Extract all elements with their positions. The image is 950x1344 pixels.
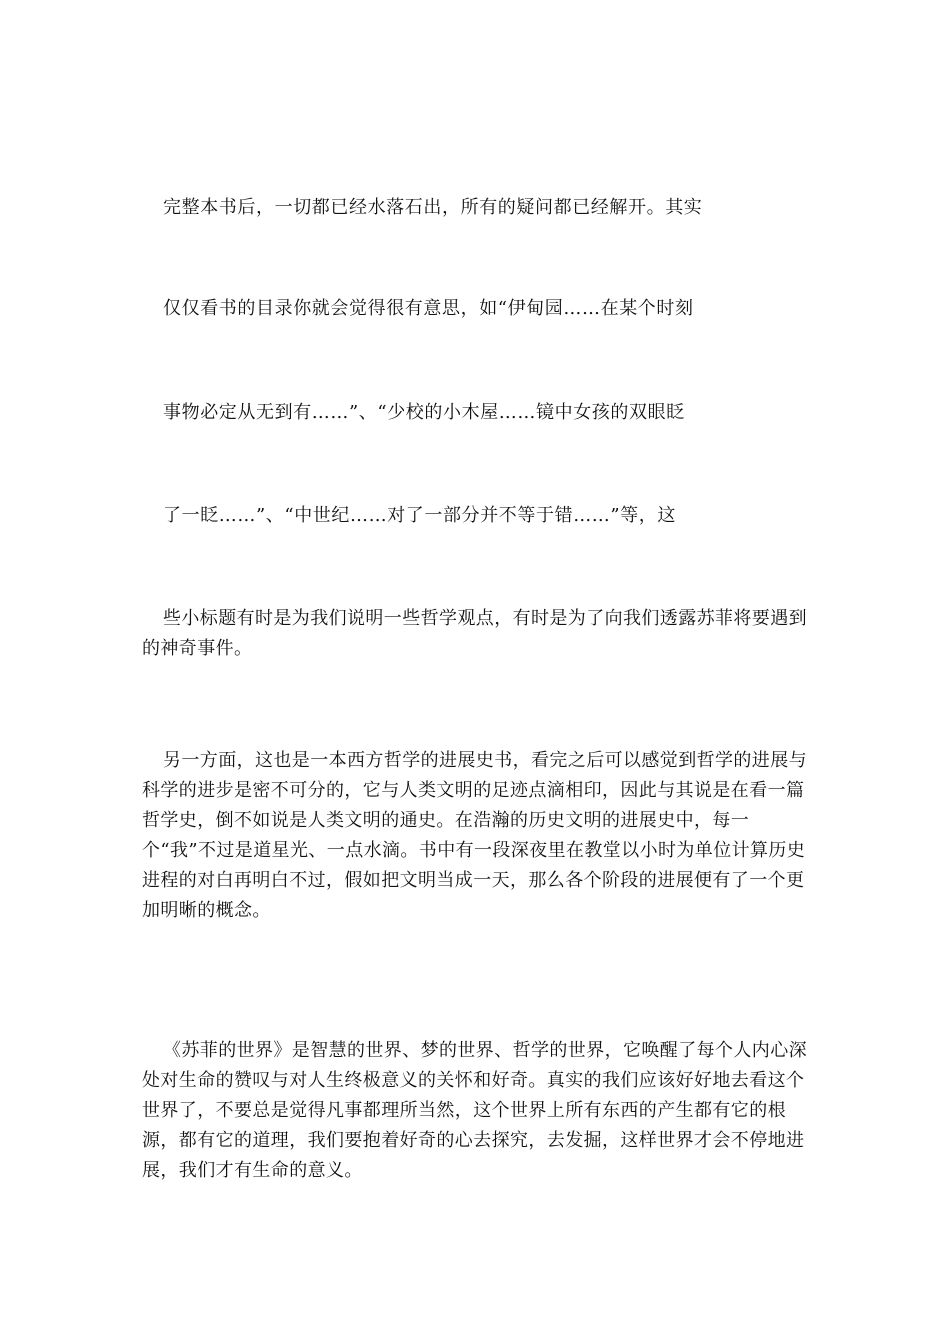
paragraph-text: 《苏菲的世界》是智慧的世界、梦的世界、哲学的世界，它唤醒了每个人内心深处对生命的赞叹与对人生终极意义的关怀和好奇。真实的我们应该好好地去看这个世界了，不要总是觉得凡事都理所当然，这个世界上所有东西的产生都有它的根源，都有它的道理，我们要抱着好奇的心去探究，去发掘，这样世界才会不停地进展，我们才有生命的意义。	[142, 1040, 807, 1181]
paragraph-history	[142, 746, 812, 926]
text-line-3: 事物必定从无到有……”、“少校的小木屋……镜中女孩的双眼眨	[163, 402, 685, 423]
text-line-1: 完整本书后，一切都已经水落石出，所有的疑问都已经解开。其实	[163, 197, 703, 218]
paragraph-subtitles	[142, 604, 812, 664]
paragraph-text: 些小标题有时是为我们说明一些哲学观点，有时是为了向我们透露苏菲将要遇到的神奇事件。	[142, 608, 807, 659]
text-line-4: 了一眨……”、“中世纪……对了一部分并不等于错……”等，这	[163, 505, 677, 526]
paragraph-text: 另一方面，这也是一本西方哲学的进展史书，看完之后可以感觉到哲学的进展与科学的进步是密不可分的，它与人类文明的足迹点滴相印，因此与其说是在看一篇哲学史，倒不如说是人类文明的通史。在浩瀚的历史文明的进展史中，每一个“我”不过是道星光、一点水滴。书中有一段深夜里在教堂以小时为单位计算历史进程的对白再明白不过，假如把文明当成一天，那么各个阶段的进展便有了一个更加明晰的概念。	[142, 750, 807, 921]
text-line-2: 仅仅看书的目录你就会觉得很有意思，如“伊甸园……在某个时刻	[163, 298, 694, 319]
paragraph-conclusion	[142, 1036, 812, 1186]
